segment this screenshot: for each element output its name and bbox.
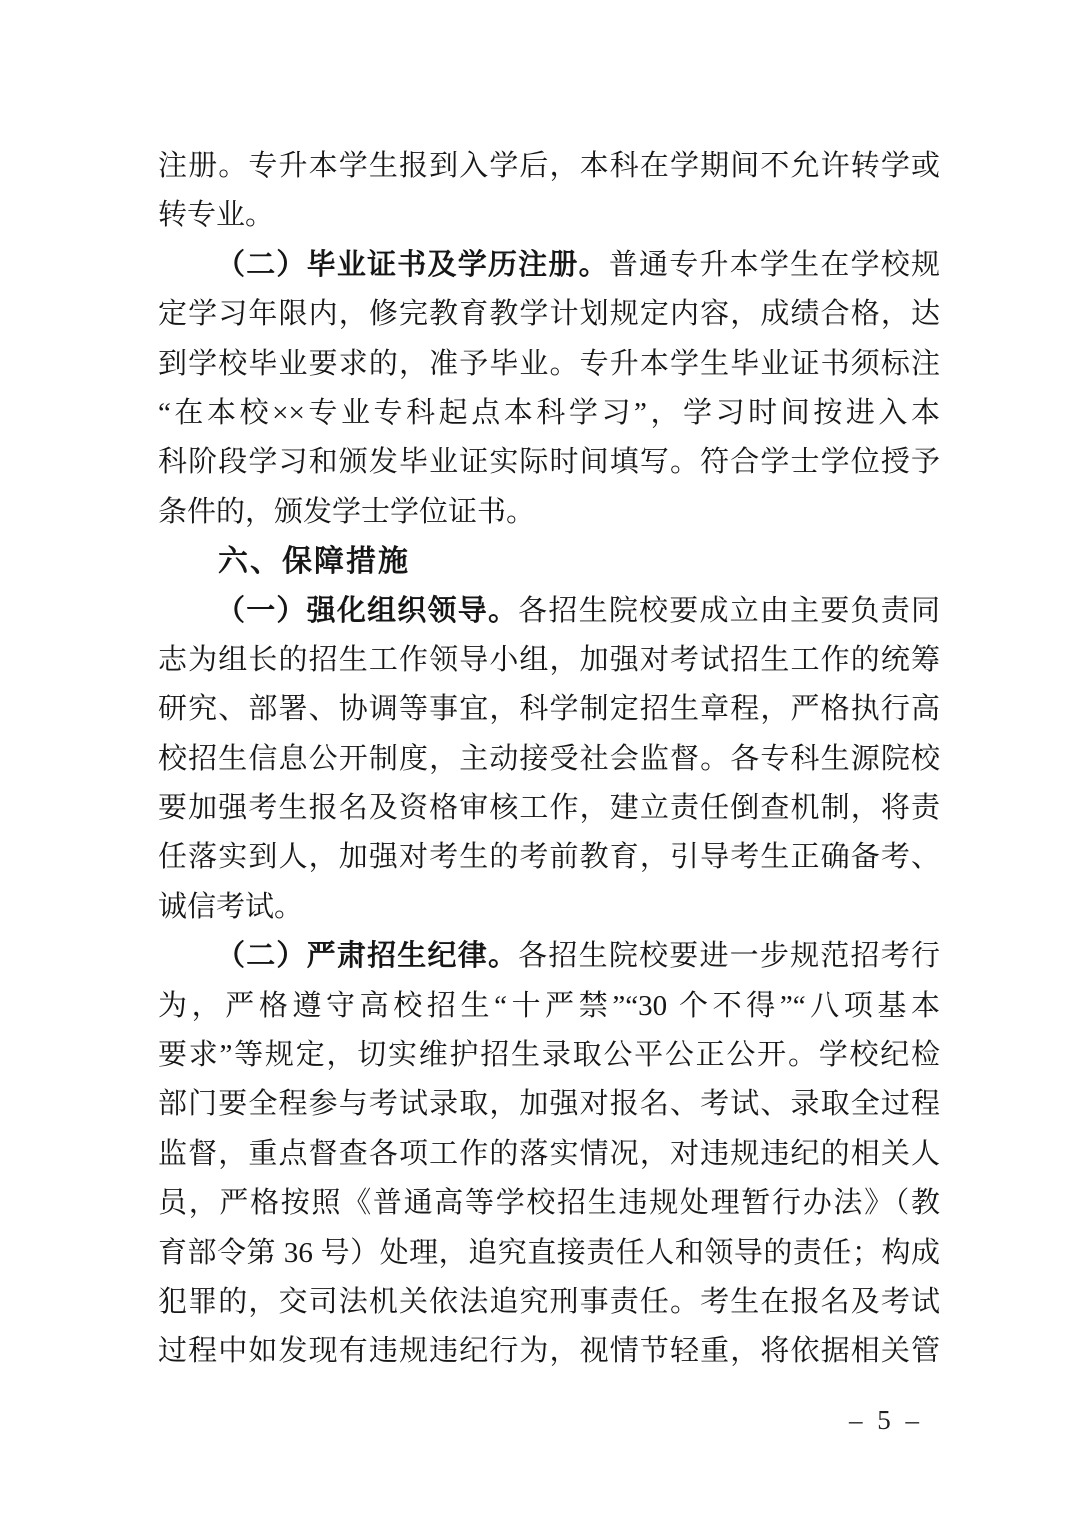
section-heading: 六、保障措施 <box>218 545 410 579</box>
paragraph-lead: （一）强化组织领导。 <box>216 594 519 627</box>
text-line: 转专业。 <box>158 199 275 232</box>
text-line: 任落实到人，加强对考生的考前教育，引导考生正确备考、 <box>158 841 940 874</box>
text-line: （一）强化组织领导。各招生院校要成立由主要负责同 <box>216 594 940 627</box>
text-line: 要加强考生报名及资格审核工作，建立责任倒查机制，将责 <box>158 792 940 825</box>
paragraph-lead: （二）严肃招生纪律。 <box>216 940 519 973</box>
text-line: 为，严格遵守高校招生“十严禁”“30 个不得”“八项基本 <box>158 989 940 1022</box>
text-line: （二）严肃招生纪律。各招生院校要进一步规范招考行 <box>216 940 940 973</box>
text-line: 部门要全程参与考试录取，加强对报名、考试、录取全过程 <box>158 1088 940 1121</box>
text-line: 监督，重点督查各项工作的落实情况，对违规违纪的相关人 <box>158 1137 940 1170</box>
text-line: 条件的，颁发学士学位证书。 <box>158 495 536 528</box>
text-line: 犯罪的，交司法机关依法追究刑事责任。考生在报名及考试 <box>158 1285 940 1318</box>
page-number: – 5 – <box>849 1405 923 1435</box>
text-line: 科阶段学习和颁发毕业证实际时间填写。符合学士学位授予 <box>158 446 940 479</box>
text-line: 育部令第 36 号）处理，追究直接责任人和领导的责任；构成 <box>158 1236 940 1269</box>
document-body <box>158 142 940 1377</box>
text-line: 志为组长的招生工作领导小组，加强对考试招生工作的统筹 <box>158 643 940 676</box>
text-line: 要求”等规定，切实维护招生录取公平公正公开。学校纪检 <box>158 1039 940 1072</box>
text-line: 研究、部署、协调等事宜，科学制定招生章程，严格执行高 <box>158 693 940 726</box>
text-line: 诚信考试。 <box>158 890 304 923</box>
text-line: 到学校毕业要求的，准予毕业。专升本学生毕业证书须标注 <box>158 347 940 380</box>
text-line: 定学习年限内，修完教育教学计划规定内容，成绩合格，达 <box>158 298 940 331</box>
text-line: 员，严格按照《普通高等学校招生违规处理暂行办法》（教 <box>158 1187 940 1220</box>
text-line: 注册。专升本学生报到入学后，本科在学期间不允许转学或 <box>158 150 940 182</box>
text-line: （二）毕业证书及学历注册。普通专升本学生在学校规 <box>216 248 940 281</box>
text-line: “在本校××专业专科起点本科学习”，学习时间按进入本 <box>158 396 940 429</box>
text-line: 校招生信息公开制度，主动接受社会监督。各专科生源院校 <box>158 742 940 775</box>
paragraph-lead: （二）毕业证书及学历注册。 <box>216 248 609 281</box>
text-line: 过程中如发现有违规违纪行为，视情节轻重，将依据相关管 <box>158 1335 940 1368</box>
